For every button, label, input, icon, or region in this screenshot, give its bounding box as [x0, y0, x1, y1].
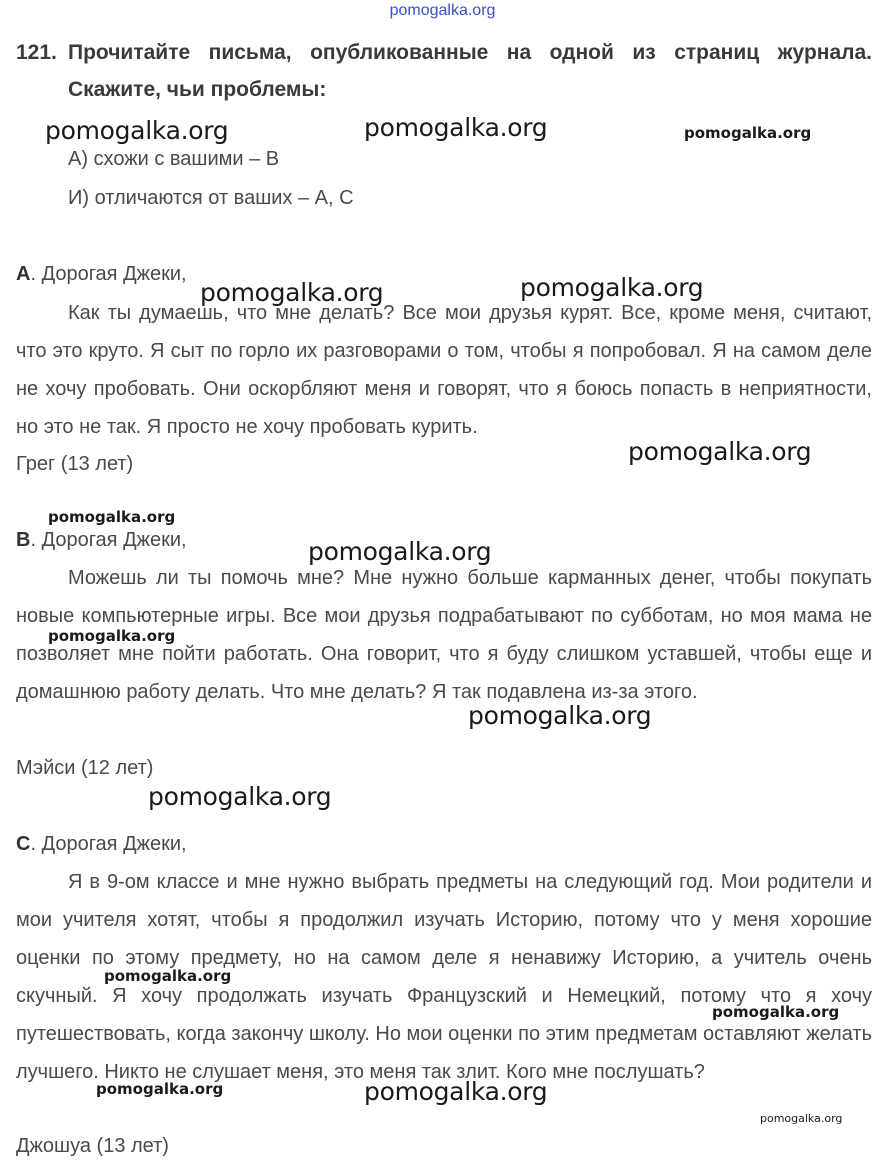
watermark: pomogalka.org [712, 1003, 840, 1021]
watermark: pomogalka.org [468, 701, 652, 730]
answer-different: И) отличаются от ваших – А, С [68, 187, 354, 209]
watermark: pomogalka.org [364, 1077, 548, 1106]
watermark: pomogalka.org [520, 273, 704, 302]
watermark: pomogalka.org [48, 508, 176, 526]
watermark: pomogalka.org [760, 1112, 843, 1125]
letter-a-greeting [16, 263, 187, 286]
letter-a-signature: Грег (13 лет) [16, 453, 134, 475]
letter-a-salutation: . Дорогая Джеки, [30, 263, 187, 285]
watermark: pomogalka.org [45, 116, 229, 145]
watermark: pomogalka.org [308, 537, 492, 566]
letter-b-greeting [16, 529, 187, 552]
watermark: pomogalka.org [684, 124, 812, 142]
watermark: pomogalka.org [48, 627, 176, 645]
watermark: pomogalka.org [96, 1080, 224, 1098]
watermark: pomogalka.org [104, 967, 232, 985]
letter-b-signature: Мэйси (12 лет) [16, 757, 154, 779]
watermark: pomogalka.org [148, 782, 332, 811]
watermark: pomogalka.org [200, 278, 384, 307]
letter-c-signature: Джошуа (13 лет) [16, 1135, 169, 1157]
exercise-instruction: Прочитайте письма, опубликованные на одной из страниц журнала. [68, 41, 872, 64]
letter-a-label: A [16, 263, 31, 285]
exercise-question: Скажите, чьи проблемы: [68, 78, 327, 101]
letter-b-label: B [16, 529, 31, 551]
watermark: pomogalka.org [364, 113, 548, 142]
answer-similar: А) схожи с вашими – В [68, 148, 280, 170]
exercise-heading [16, 34, 872, 108]
letter-c-body: Я в 9-ом классе и мне нужно выбрать предметы на следующий год. Мои родители и мои учителя хотят, чтобы я продолжил изучать Историю, потому что у меня хорошие оценки по этому предмету, но на самом деле я ненавижу Историю, а учитель очень скучный. Я хочу продолжать изучать Французский и Немецкий, потому что я хочу путешествовать, когда закончу школу. Но мои оценки по этим предметам оставляют желать лучшего. Никто не слушает меня, это меня так злит. Кого мне послушать? [16, 871, 872, 1083]
exercise-number: 121. [16, 41, 57, 64]
letter-a-body: Как ты думаешь, что мне делать? Все мои друзья курят. Все, кроме меня, считают, что это круто. Я сыт по горло их разговорами о том, чтобы я попробовал. Я на самом деле не хочу пробовать. Они оскорбляют меня и говорят, что я боюсь попасть в неприятности, но это не так. Я просто не хочу пробовать курить. [16, 302, 872, 438]
letter-c-label: C [16, 833, 31, 855]
watermark: pomogalka.org [628, 437, 812, 466]
letter-b-body: Можешь ли ты помочь мне? Мне нужно больше карманных денег, чтобы покупать новые компьютерные игры. Все мои друзья подрабатывают по субботам, но моя мама не позволяет мне пойти работать. Она говорит, что я буду слишком уставшей, чтобы еще и домашнюю работу делать. Что мне делать? Я так подавлена из-за этого. [16, 567, 872, 703]
letter-c-greeting [16, 833, 187, 856]
letter-c-salutation: . Дорогая Джеки, [30, 833, 187, 855]
letter-b-salutation: . Дорогая Джеки, [30, 529, 187, 551]
site-header-watermark: pomogalka.org [389, 2, 496, 19]
